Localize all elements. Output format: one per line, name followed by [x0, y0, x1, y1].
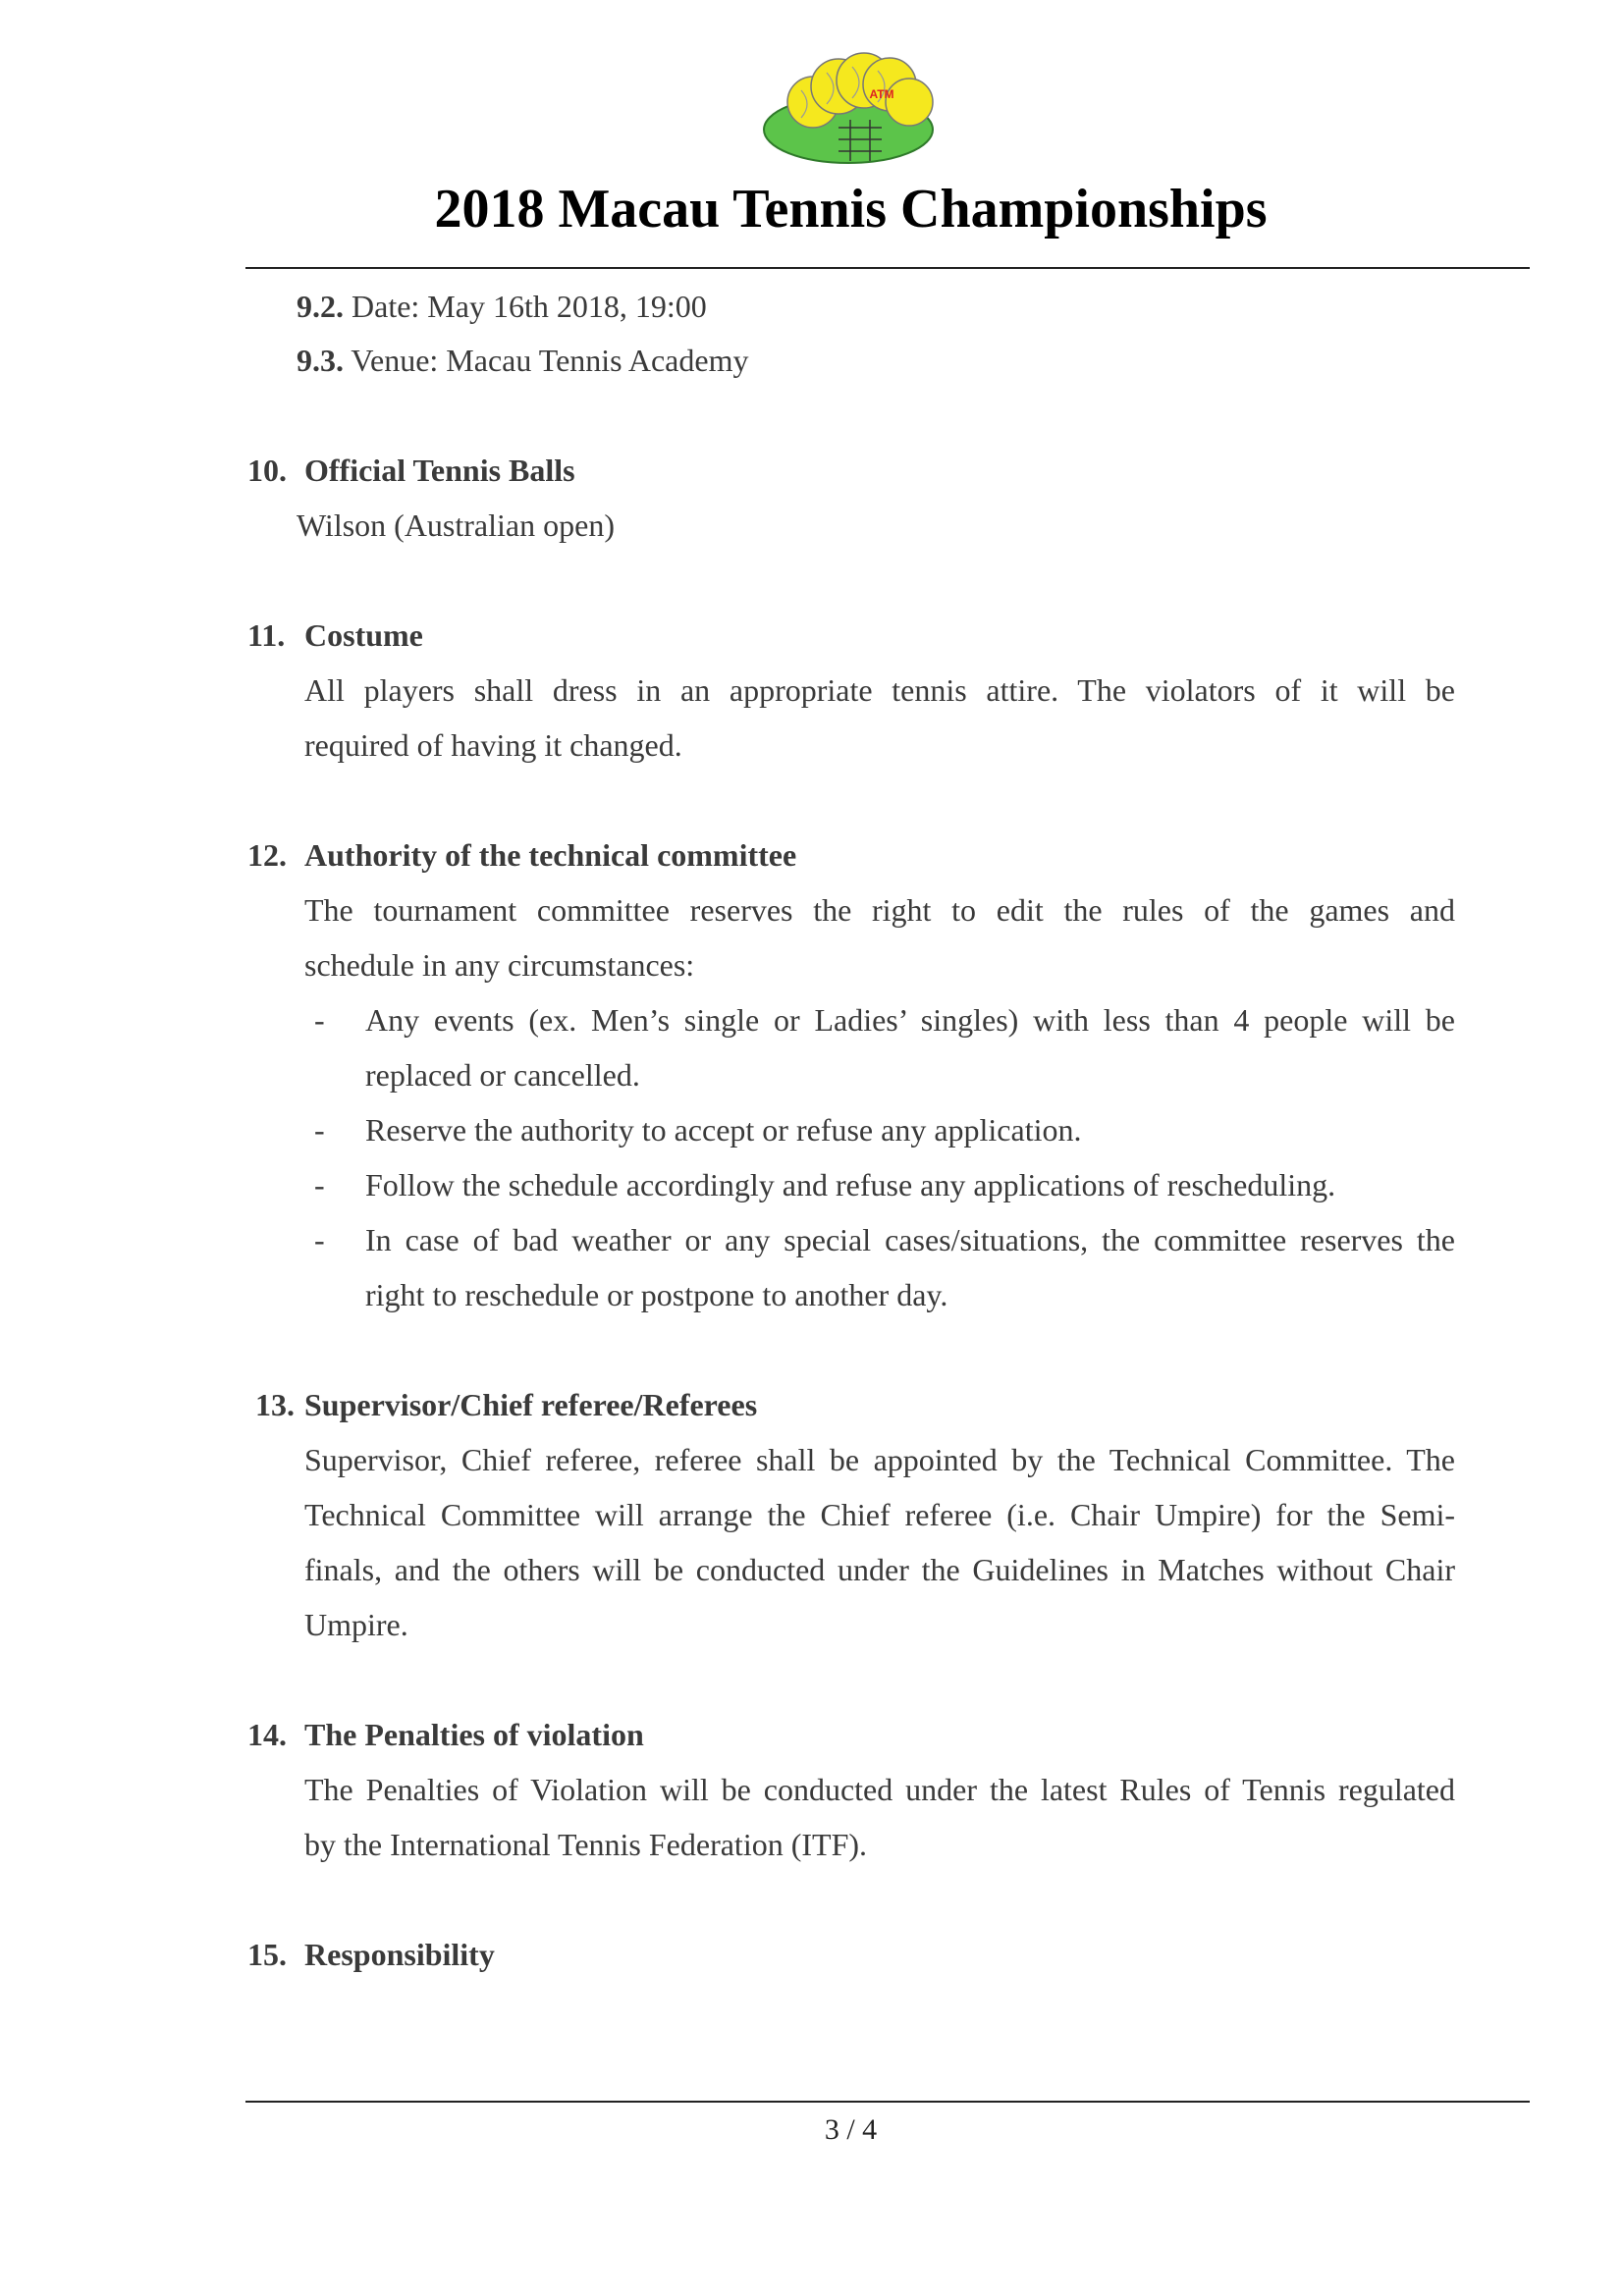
- footer-divider: [245, 2101, 1530, 2103]
- bullet-dash: -: [314, 1112, 325, 1148]
- section-12-body-line-2: schedule in any circumstances:: [304, 947, 695, 983]
- section-11-body-line-2: required of having it changed.: [304, 727, 682, 763]
- section-12-title: Authority of the technical committee: [304, 837, 797, 873]
- bullet-2-line-1: Reserve the authority to accept or refuse any application.: [365, 1112, 1082, 1148]
- section-11-number: 11.: [247, 617, 286, 653]
- document-title: 2018 Macau Tennis Championships: [434, 179, 1268, 240]
- date-line: [297, 287, 707, 326]
- page-number: 3 / 4: [824, 2113, 878, 2146]
- bullet-dash: -: [314, 1222, 325, 1257]
- section-11-body-line-1: All players shall dress in an appropriate tennis attire. The violators of it will be: [304, 672, 1455, 708]
- section-12-body-line-1: The tournament committee reserves the right to edit the rules of the games and: [304, 892, 1455, 928]
- section-13-body-line-3: finals, and the others will be conducted under the Guidelines in Matches without Chair: [304, 1552, 1455, 1587]
- bullet-dash: -: [314, 1002, 325, 1038]
- section-10-heading: [247, 451, 575, 490]
- header-divider: [245, 267, 1530, 269]
- section-14-heading: [247, 1715, 644, 1754]
- section-14-title: The Penalties of violation: [304, 1717, 644, 1752]
- date-text: Date: May 16th 2018, 19:00: [352, 289, 707, 324]
- section-15-title: Responsibility: [304, 1937, 495, 1972]
- venue-line: [297, 341, 748, 380]
- bullet-3-line-1: Follow the schedule accordingly and refuse any applications of rescheduling.: [365, 1167, 1336, 1202]
- venue-text: Venue: Macau Tennis Academy: [351, 343, 749, 378]
- section-12-heading: [247, 835, 796, 875]
- section-13-heading: [255, 1385, 757, 1424]
- section-13-body-line-2: Technical Committee will arrange the Chief referee (i.e. Chair Umpire) for the Semi-: [304, 1497, 1455, 1532]
- section-15-heading: [247, 1935, 495, 1974]
- section-10-title: Official Tennis Balls: [304, 453, 575, 488]
- bullet-1-line-2: replaced or cancelled.: [365, 1057, 640, 1093]
- bullet-1-line-1: Any events (ex. Men’s single or Ladies’ singles) with less than 4 people will be: [365, 1002, 1455, 1038]
- section-14-body-line-1: The Penalties of Violation will be conducted under the latest Rules of Tennis regulated: [304, 1772, 1455, 1807]
- venue-number: 9.3.: [297, 343, 344, 378]
- section-10-number: 10.: [247, 453, 287, 488]
- section-14-number: 14.: [247, 1717, 287, 1752]
- section-13-body-line-1: Supervisor, Chief referee, referee shall be appointed by the Technical Committee. The: [304, 1442, 1455, 1477]
- section-13-title: Supervisor/Chief referee/Referees: [304, 1387, 758, 1422]
- section-15-number: 15.: [247, 1937, 287, 1972]
- section-13-body-line-4: Umpire.: [304, 1607, 408, 1642]
- logo-text: ATM: [869, 87, 894, 101]
- section-14-body-line-2: by the International Tennis Federation (ITF).: [304, 1827, 868, 1862]
- section-11-title: Costume: [304, 617, 423, 653]
- bullet-4-line-2: right to reschedule or postpone to another day.: [365, 1277, 948, 1312]
- section-10-body: Wilson (Australian open): [297, 507, 615, 543]
- date-number: 9.2.: [297, 289, 344, 324]
- section-12-number: 12.: [247, 837, 287, 873]
- bullet-dash: -: [314, 1167, 325, 1202]
- tennis-association-logo: [762, 51, 941, 167]
- section-13-number: 13.: [255, 1387, 295, 1422]
- bullet-4-line-1: In case of bad weather or any special cases/situations, the committee reserves the: [365, 1222, 1455, 1257]
- section-11-heading: [247, 615, 423, 655]
